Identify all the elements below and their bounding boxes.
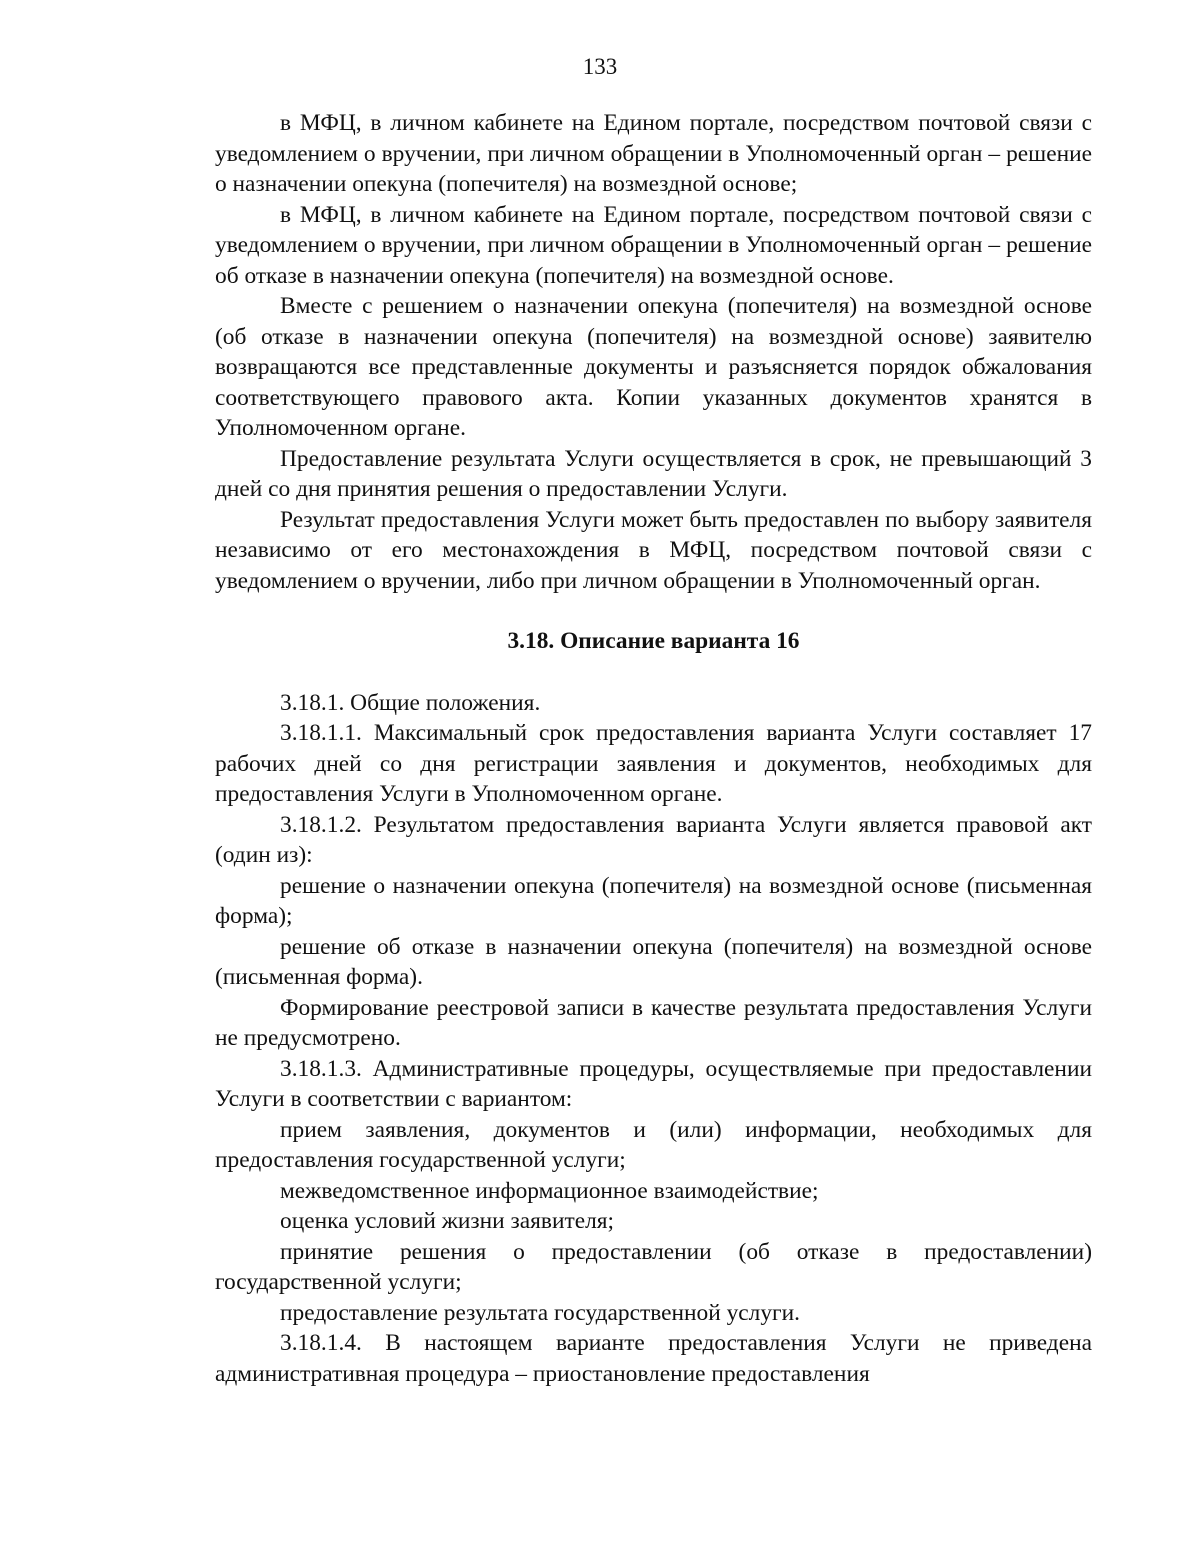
paragraph: межведомственное информационное взаимодействие; — [280, 1177, 819, 1204]
paragraph: принятие решения о предоставлении (об отказе в предоставлении) государственной услуги; — [215, 1238, 1092, 1295]
paragraph: прием заявления, документов и (или) информации, необходимых для предоставления государственной услуги; — [215, 1116, 1092, 1173]
paragraph: Формирование реестровой записи в качестве результата предоставления Услуги не предусмотрено. — [215, 994, 1092, 1051]
document-body — [215, 108, 1092, 1389]
paragraph: решение об отказе в назначении опекуна (попечителя) на возмездной основе (письменная форма). — [215, 933, 1092, 990]
spacer — [215, 596, 1092, 626]
paragraph: 3.18.1.4. В настоящем варианте предоставления Услуги не приведена административная процедура – приостановление предоставления — [215, 1330, 1092, 1387]
paragraph: в МФЦ, в личном кабинете на Едином портале, посредством почтовой связи с уведомлением о вручении, при личном обращении в Уполномоченный орган – решение о назначении опекуна (попечителя) на возмездной основе; — [215, 110, 1092, 197]
paragraph: Вместе с решением о назначении опекуна (попечителя) на возмездной основе (об отказе в назначении опекуна (попечителя) на возмездной основе) заявителю возвращаются все представленные документы и разъясняется порядок обжалования соответствующего правового акта. Копии указанных документов хранятся в Уполномоченном органе. — [215, 293, 1092, 441]
spacer — [215, 657, 1092, 688]
paragraph: 3.18.1.1. Максимальный срок предоставления варианта Услуги составляет 17 рабочих дней со дня регистрации заявления и документов, необходимых для предоставления Услуги в Уполномоченном органе. — [215, 720, 1092, 807]
paragraph: Результат предоставления Услуги может быть предоставлен по выбору заявителя независимо от его местонахождения в МФЦ, посредством почтовой связи с уведомлением о вручении, либо при личном обращении в Уполномоченный орган. — [215, 506, 1092, 594]
page-number: 133 — [582, 54, 618, 79]
paragraph: 3.18.1.2. Результатом предоставления варианта Услуги является правовой акт (один из): — [215, 811, 1092, 868]
paragraph: Предоставление результата Услуги осуществляется в срок, не превышающий 3 дней со дня принятия решения о предоставлении Услуги. — [215, 445, 1092, 502]
paragraph: оценка условий жизни заявителя; — [280, 1208, 615, 1234]
paragraph: решение о назначении опекуна (попечителя) на возмездной основе (письменная форма); — [215, 872, 1092, 929]
paragraph: предоставление результата государственной услуги. — [280, 1299, 800, 1326]
paragraph: 3.18.1. Общие положения. — [280, 689, 541, 716]
paragraph: в МФЦ, в личном кабинете на Едином портале, посредством почтовой связи с уведомлением о вручении, при личном обращении в Уполномоченный орган – решение об отказе в назначении опекуна (попечителя) на возмездной основе. — [215, 201, 1092, 289]
paragraph: 3.18.1.3. Административные процедуры, осуществляемые при предоставлении Услуги в соответствии с вариантом: — [215, 1055, 1092, 1112]
section-heading: 3.18. Описание варианта 16 — [507, 628, 800, 654]
